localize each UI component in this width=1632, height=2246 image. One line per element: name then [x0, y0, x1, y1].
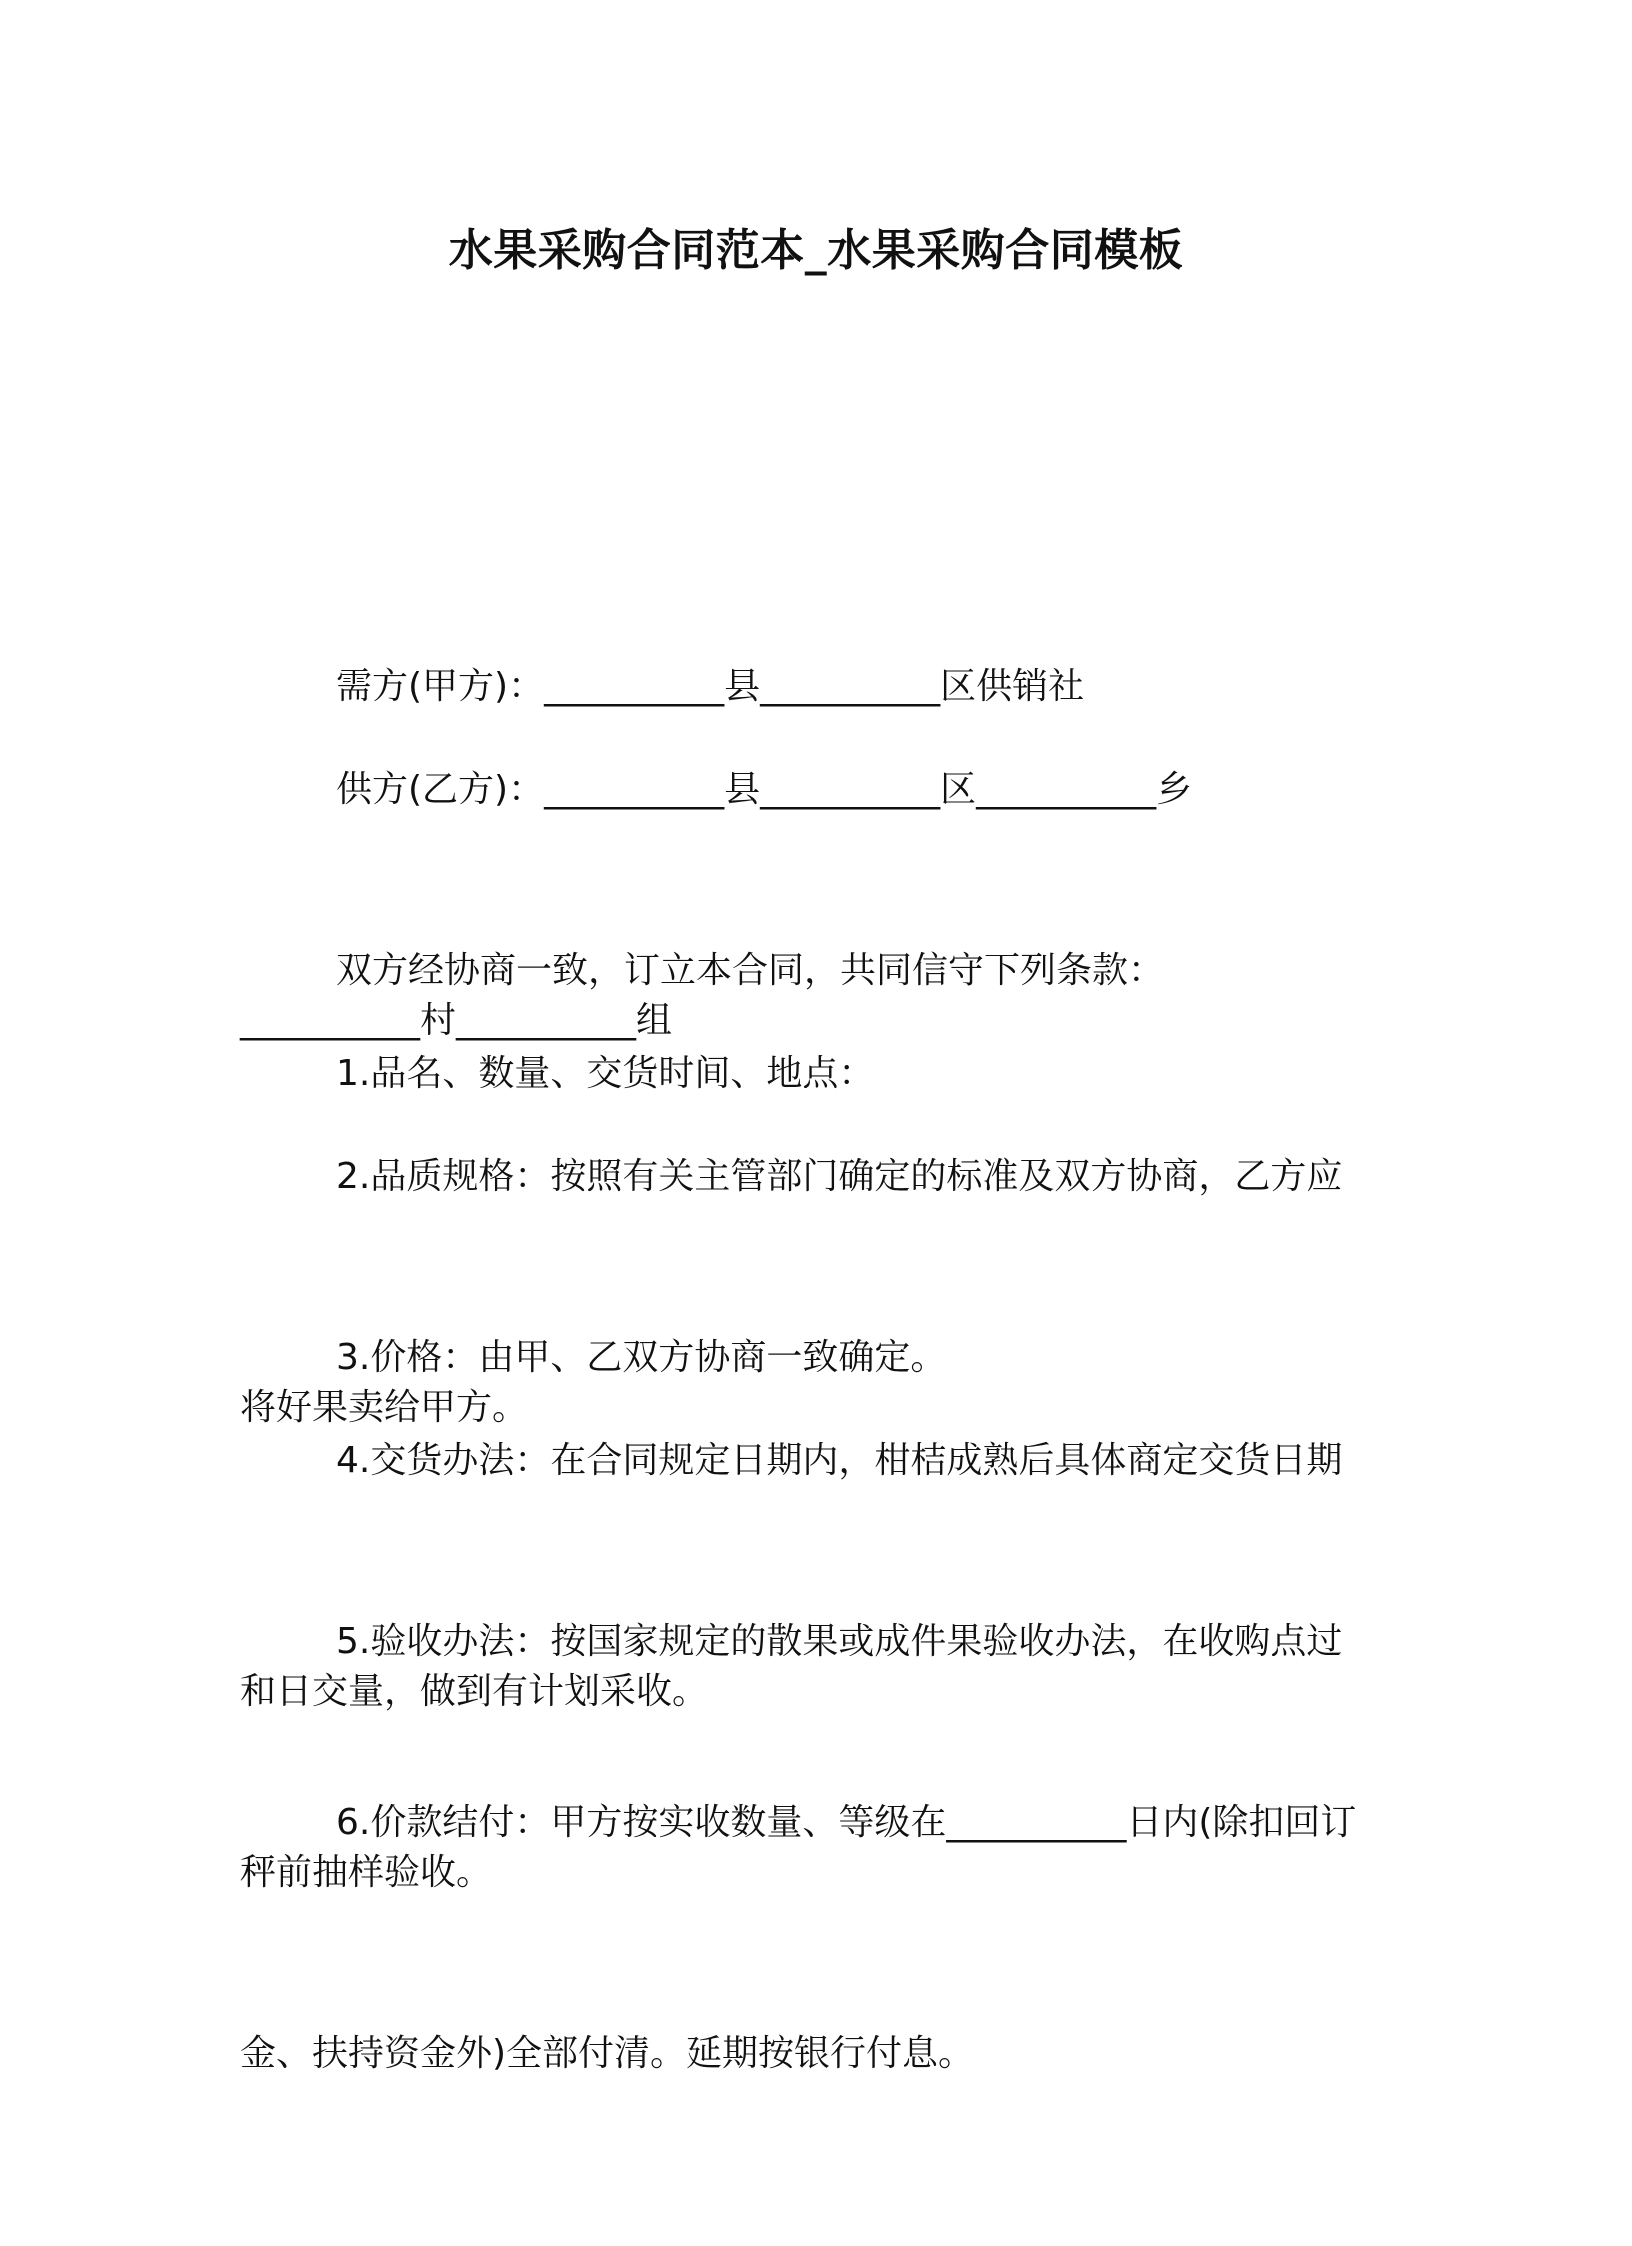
- clause-6-line-2: 金、扶持资金外)全部付清。延期按银行付息。: [240, 2033, 975, 2074]
- party-a-line-1: 需方(甲方)：__________县__________区供销社: [336, 666, 1085, 707]
- clause-6-line-1: 6.价款结付：甲方按实收数量、等级在__________日内(除扣回订: [336, 1802, 1357, 1843]
- clause-3-line-1: 3.价格：由甲、乙双方协商一致确定。: [336, 1337, 947, 1378]
- clause-4-line-2: 和日交量，做到有计划采收。: [240, 1671, 709, 1712]
- clause-5-line-1: 5.验收办法：按国家规定的散果或成件果验收办法，在收购点过: [336, 1621, 1343, 1662]
- party-b-line-1: 供方(乙方)：__________县__________区__________乡: [336, 769, 1193, 810]
- clause-2-line-1: 2.品质规格：按照有关主管部门确定的标准及双方协商，乙方应: [336, 1156, 1343, 1197]
- intro-line-1: 双方经协商一致，订立本合同，共同信守下列条款：: [336, 950, 1165, 991]
- clause-4-line-1: 4.交货办法：在合同规定日期内，柑桔成熟后具体商定交货日期: [336, 1440, 1343, 1481]
- paragraph-clause-6: [240, 1630, 1400, 2246]
- clause-5-line-2: 秤前抽样验收。: [240, 1852, 493, 1893]
- clause-1-line-1: 1.品名、数量、交货时间、地点：: [336, 1053, 875, 1094]
- document-title: 水果采购合同范本_水果采购合同模板: [448, 225, 1184, 276]
- clause-2-line-2: 将好果卖给甲方。: [240, 1387, 529, 1428]
- party-b-line-2: __________村__________组: [240, 1000, 672, 1041]
